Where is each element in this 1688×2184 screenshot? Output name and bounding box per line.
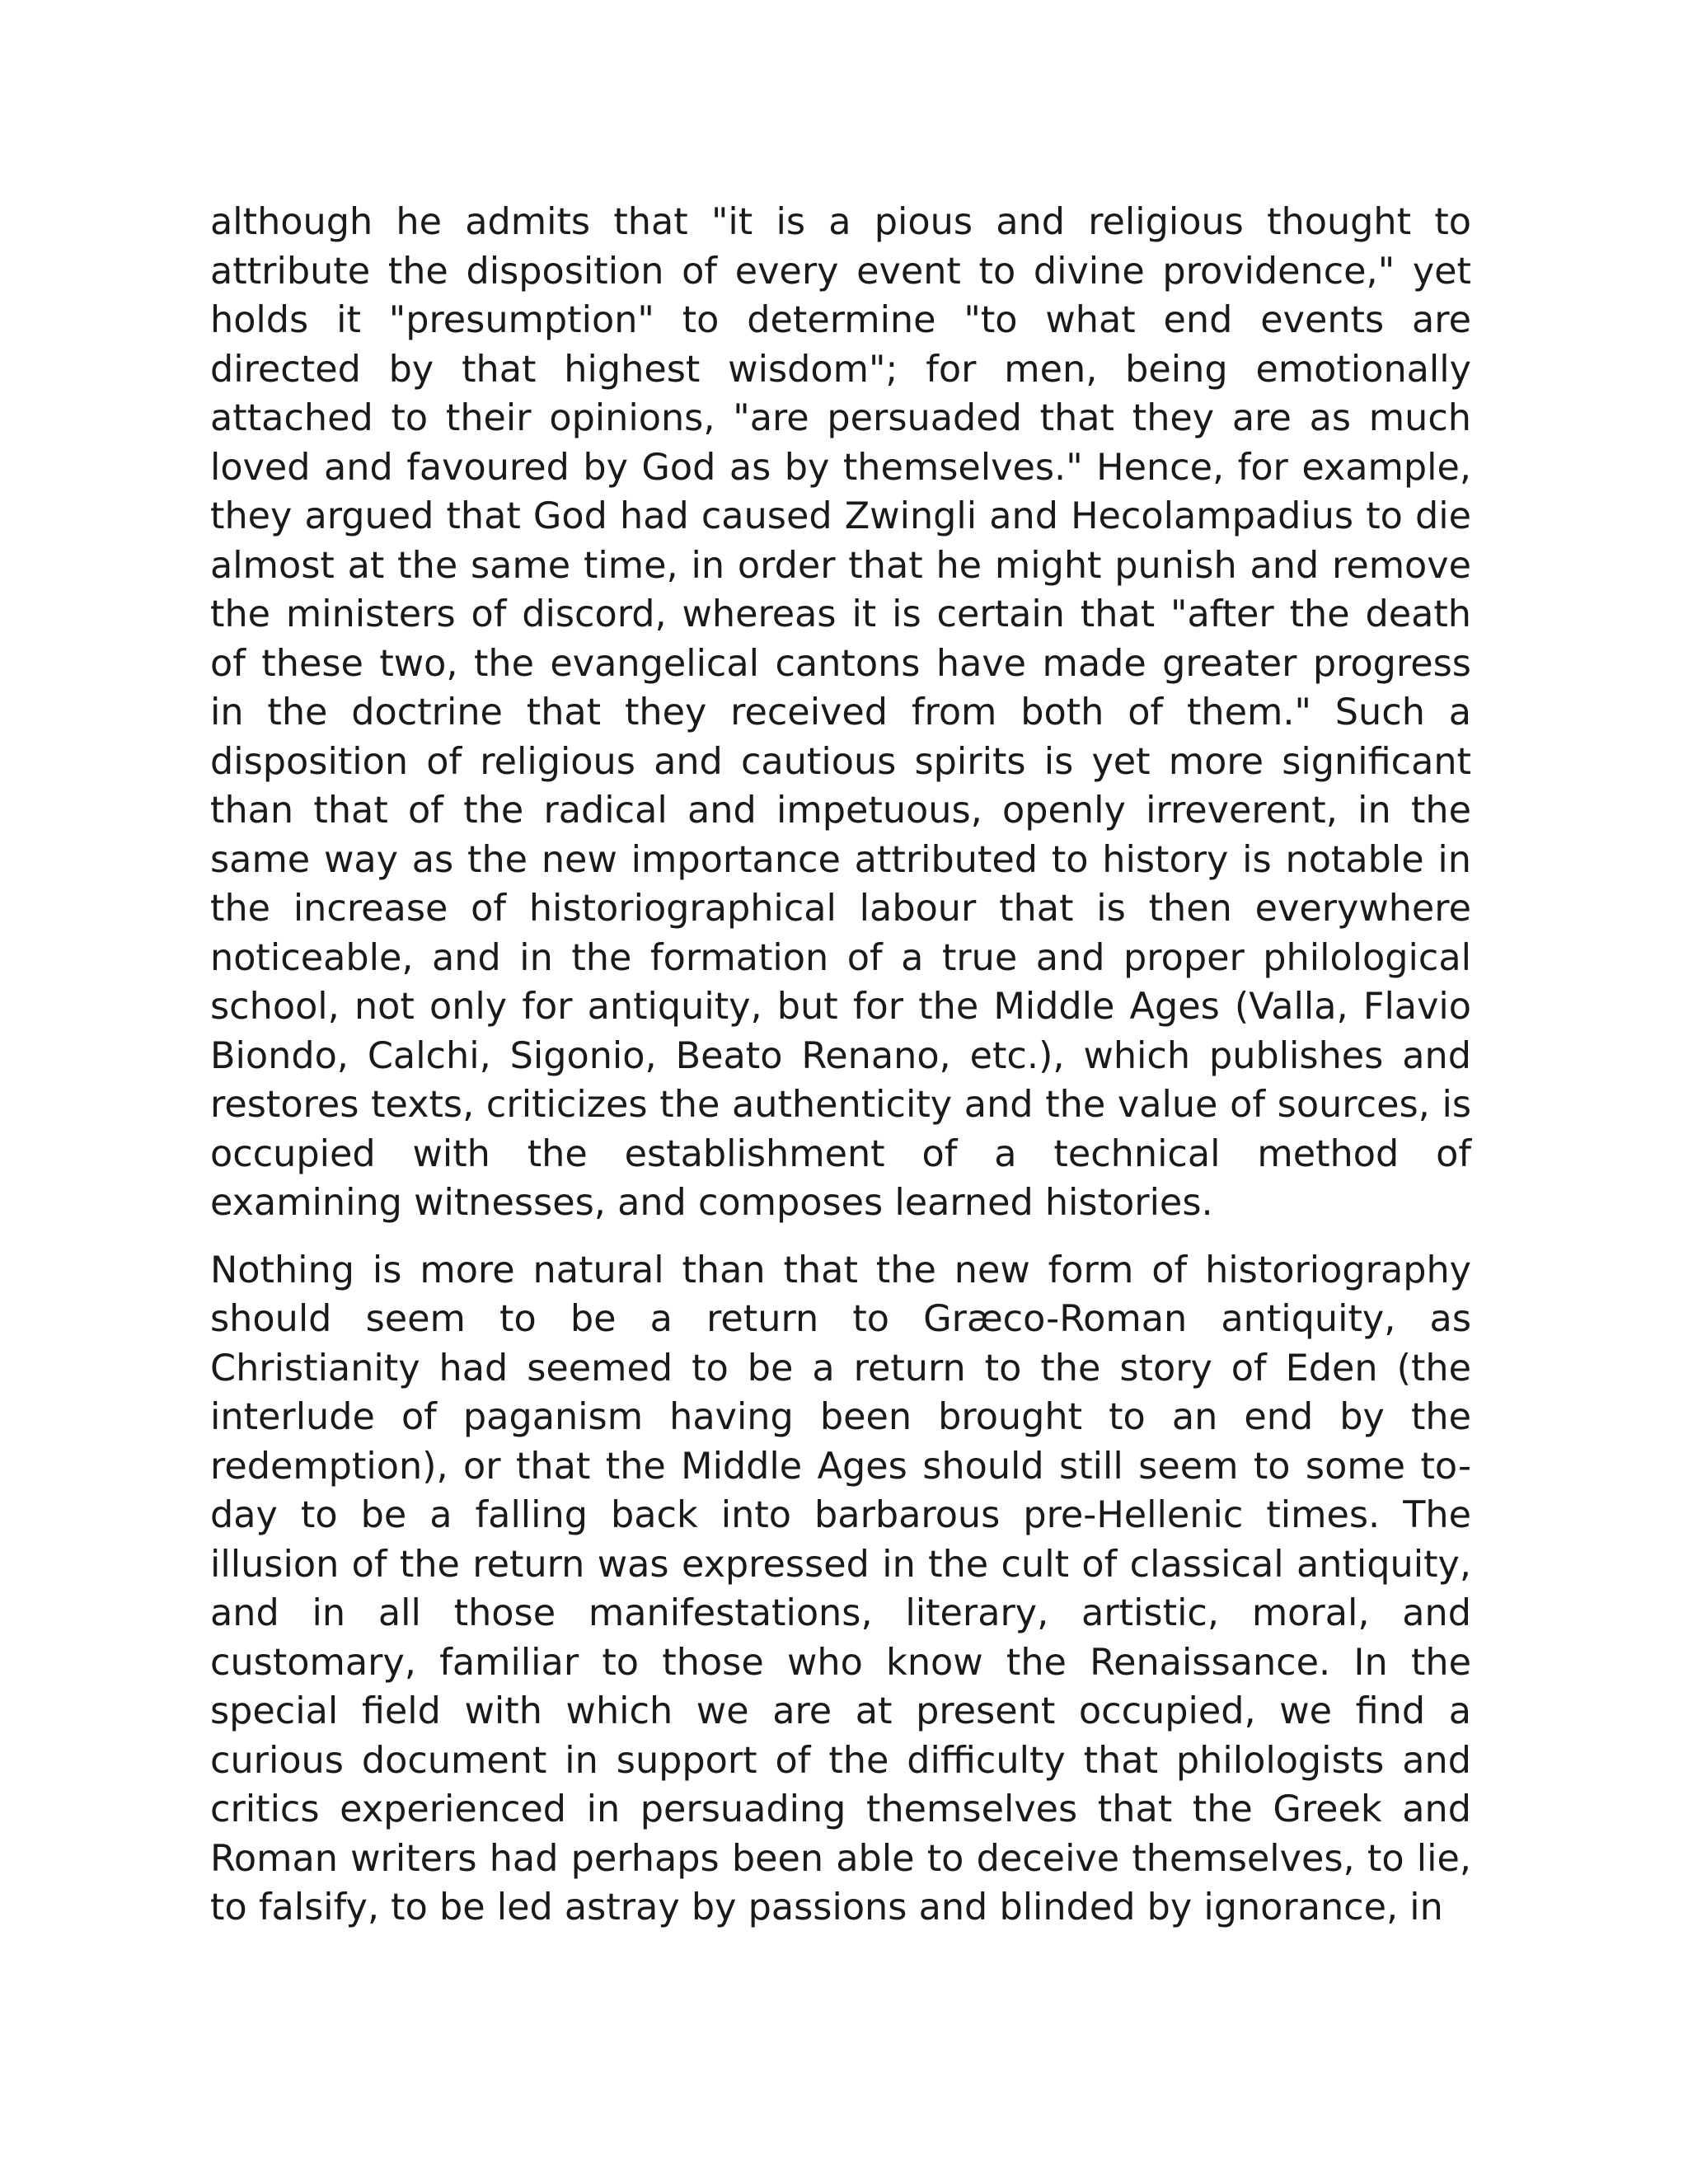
paragraph-2: Nothing is more natural than that the new form of historiography should seem to be a return to Græco-Roman antiquity, as Christianity had seemed to be a return to the story of Eden (the interlude of paganism having been brought to an end by the redemption), or that the Middle Ages should still seem to some to-day to be a falling back into barbarous pre-Hellenic times. The illusion of the return was expressed in the cult of classical antiquity, and in all those manifestations, literary, artistic, moral, and customary, familiar to those who know the Renaissance. In the special field with which we are at present occupied, we find a curious document in support of the difficulty that philologists and critics experienced in persuading themselves that the Greek and Roman writers had perhaps been able to deceive themselves, to lie, to falsify, to be led astray by passions and blinded by ignorance, in	[210, 1249, 1471, 1929]
document-page	[210, 198, 1471, 1933]
paragraph-1: although he admits that "it is a pious and religious thought to attribute the disposition of every event to divine providence," yet holds it "presumption" to determine "to what end events are directed by that highest wisdom"; for men, being emotionally attached to their opinions, "are persuaded that they are as much loved and favoured by God as by themselves." Hence, for example, they argued that God had caused Zwingli and Hecolampadius to die almost at the same time, in order that he might punish and remove the ministers of discord, whereas it is certain that "after the death of these two, the evangelical cantons have made greater progress in the doctrine that they received from both of them." Such a disposition of religious and cautious spirits is yet more significant than that of the radical and impetuous, openly irreverent, in the same way as the new importance attributed to history is notable in the increase of historiographical labour that is then everywhere noticeable, and in the formation of a true and proper philological school, not only for antiquity, but for the Middle Ages (Valla, Flavio Biondo, Calchi, Sigonio, Beato Renano, etc.), which publishes and restores texts, criticizes the authenticity and the value of sources, is occupied with the establishment of a technical method of examining witnesses, and composes learned histories.	[210, 201, 1471, 1224]
